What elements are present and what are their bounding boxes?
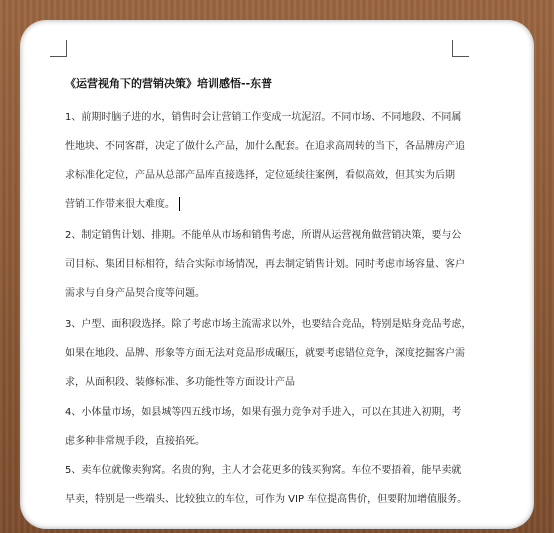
paragraph-1-line-4: 营销工作带来很大难度。 [65, 199, 175, 210]
text-cursor [179, 197, 180, 211]
paragraph-3-line-3: 求，从面积段、装修标准、多功能性等方面设计产品 [65, 377, 295, 388]
document-page [20, 20, 534, 529]
paragraph-4-line-2: 虑多种非常规手段，直接掐死。 [65, 436, 205, 447]
paragraph-1-line-2: 性地块、不同客群，决定了做什么产品，加什么配套。在追求高周转的当下，各品牌房产追 [65, 141, 465, 152]
paragraph-1-line-3: 求标准化定位，产品从总部产品库直接选择，定位延续往案例，看似高效，但其实为后期 [65, 170, 455, 181]
paragraph-1-line-1: 1、前期时脑子进的水，销售时会让营销工作变成一坑泥沼。不同市场、不同地段、不同属 [65, 112, 462, 123]
document-title: 《运营视角下的营销决策》培训感悟--东普 [65, 77, 273, 90]
paragraph-2-line-1: 2、制定销售计划、排期。不能单从市场和销售考虑，所谓从运营视角做营销决策，要与公 [65, 230, 462, 241]
paragraph-3-line-2: 如果在地段、品牌、形象等方面无法对竞品形成碾压，就要考虑错位竞争，深度挖掘客户需 [65, 348, 465, 359]
paragraph-4-line-1: 4、小体量市场，如县城等四五线市场，如果有强力竞争对手进入，可以在其进入初期，考 [65, 407, 462, 418]
crop-mark-top-left [50, 40, 67, 57]
paragraph-2-line-2: 司目标、集团目标相符，结合实际市场情况，再去制定销售计划。同时考虑市场容量、客户 [65, 259, 465, 270]
paragraph-5-line-2: 早卖，特别是一些端头、比较独立的车位，可作为 VIP 车位提高售价，但要附加增值服务。 [65, 494, 468, 505]
paragraph-1-line-4-wrap [65, 195, 180, 211]
paragraph-3-line-1: 3、户型、面积段选择。除了考虑市场主流需求以外，也要结合竞品，特别是贴身竞品考虑， [65, 319, 472, 330]
crop-mark-top-right [452, 40, 469, 57]
paragraph-5-line-1: 5、卖车位就像卖狗窝。名贵的狗，主人才会花更多的钱买狗窝。车位不要捂着，能早卖就 [65, 465, 462, 476]
paragraph-2-line-3: 需求与自身产品契合度等问题。 [65, 288, 205, 299]
